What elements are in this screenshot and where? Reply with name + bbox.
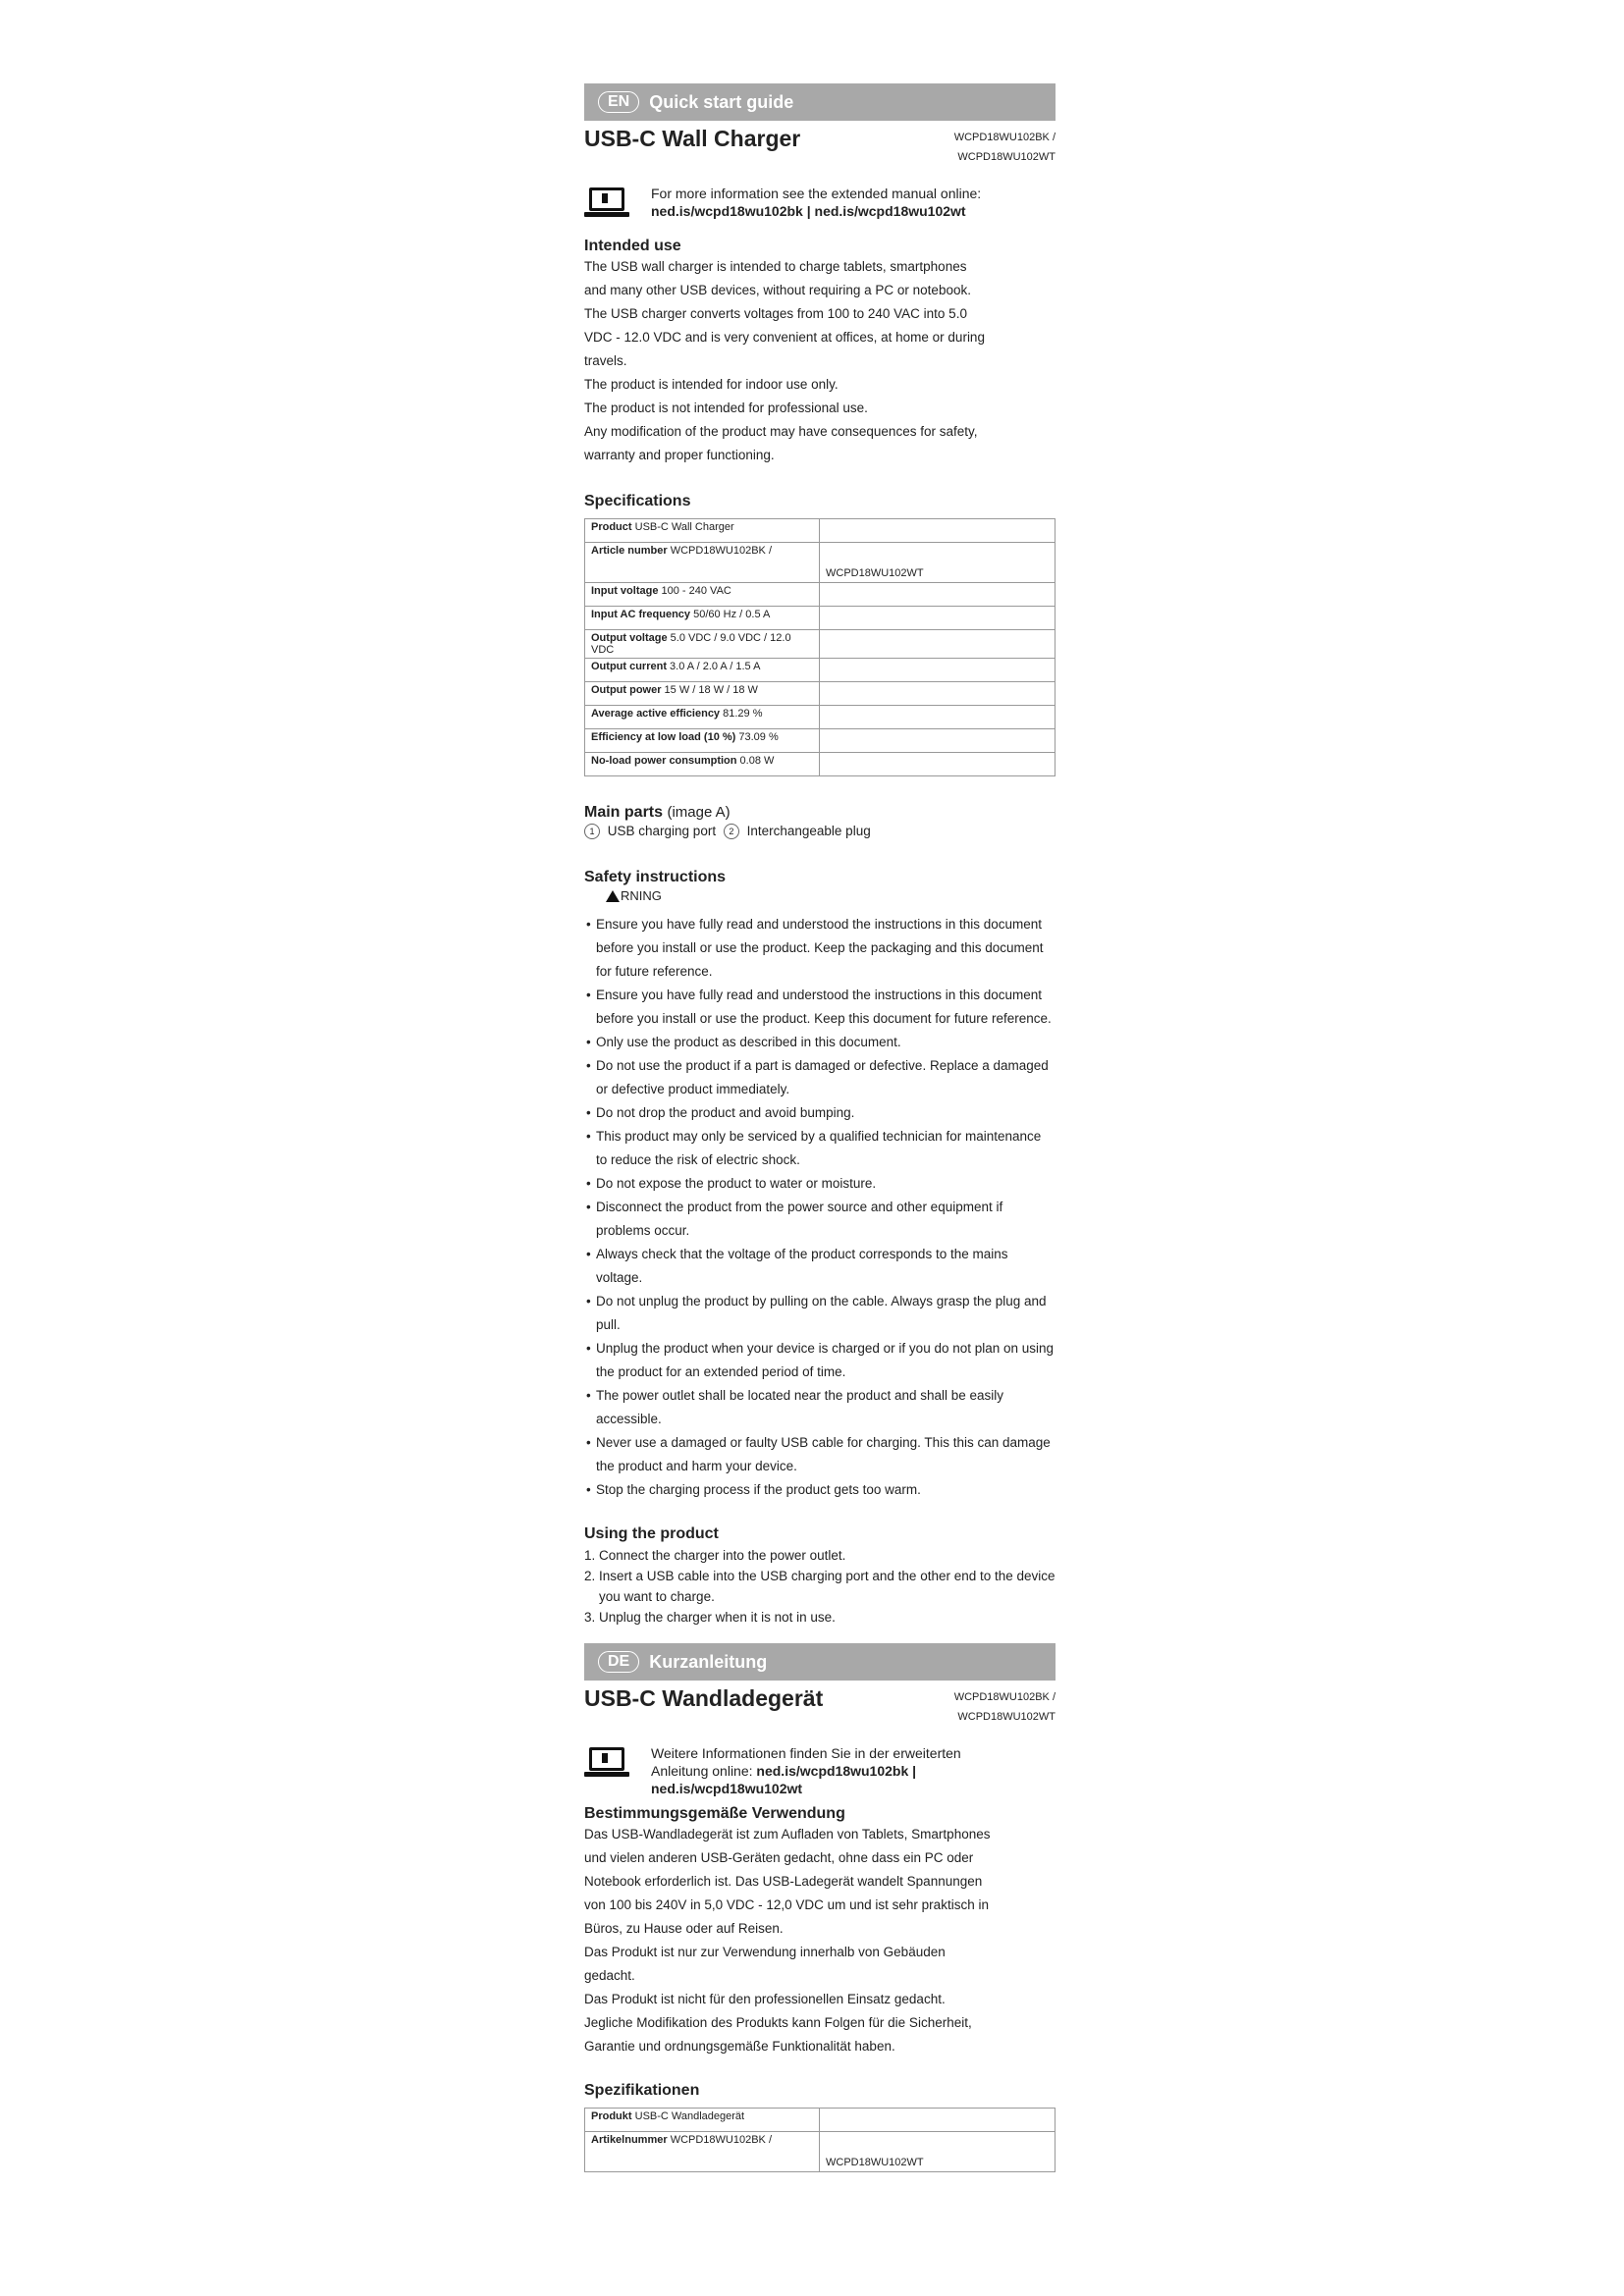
spec-label-cell [585,2109,820,2132]
spec-right-cell [820,519,1056,543]
de-info-block [584,1744,1056,1797]
en-parts-list [584,822,1056,841]
safety-item: • Do not expose the product to water or moisture. [584,1172,1056,1196]
safety-item: • Do not drop the product and avoid bumping. [584,1101,1056,1125]
spec-label: Produkt [591,2110,632,2122]
en-model-numbers [954,128,1056,167]
en-intended-line: VDC - 12.0 VDC and is very convenient at offices, at home or during [584,330,985,345]
spec-label-cell [585,682,820,706]
document-column [584,83,1056,2172]
safety-item: • Ensure you have fully read and understood the instructions in this document before you install or use the product. Keep the packaging and this document for future reference. [584,913,1056,984]
en-info-text [651,185,981,220]
en-parts-heading-row [584,804,1056,822]
safety-item: • Do not unplug the product by pulling on the cable. Always grasp the plug and pull. [584,1290,1056,1337]
de-info-line1: Weitere Informationen finden Sie in der erweiterten [651,1745,961,1761]
en-parts-suffix: (image A) [667,804,731,821]
en-intended-line: The product is intended for indoor use only. [584,377,839,392]
step-number: 3. [584,1610,596,1625]
spec-label: Output voltage [591,632,668,644]
spec-label: Input voltage [591,585,659,597]
en-intended-line: The product is not intended for professional use. [584,400,868,415]
spec-label-cell [585,659,820,682]
en-intended-line: and many other USB devices, without requiring a PC or notebook. [584,283,971,297]
en-model-2: WCPD18WU102WT [957,151,1056,163]
safety-item: • Disconnect the product from the power source and other equipment if problems occur. [584,1196,1056,1243]
de-spec-heading: Spezifikationen [584,2082,700,2099]
spec-label: Product [591,521,632,533]
spec-value: 81.29 % [720,708,763,720]
step-text: Unplug the charger when it is not in use. [599,1610,836,1625]
spec-right-cell [820,753,1056,776]
en-using-heading: Using the product [584,1525,719,1542]
de-intended-line: von 100 bis 240V in 5,0 VDC - 12,0 VDC um und ist sehr praktisch in [584,1897,989,1912]
step-item [584,1566,1056,1607]
de-intended-line: Das USB-Wandladegerät ist zum Aufladen von Tablets, Smartphones [584,1827,991,1842]
spec-right-cell [820,607,1056,630]
step-text: Insert a USB cable into the USB charging port and the other end to the device you want to charge. [599,1569,1056,1604]
en-info-block [584,185,1056,220]
spec-row [585,706,1056,729]
en-intended-line: travels. [584,353,627,368]
safety-item: • Only use the product as described in this document. [584,1031,1056,1054]
de-intended-line: Das Produkt ist nur zur Verwendung innerhalb von Gebäuden [584,1945,946,1959]
spec-label-cell [585,630,820,659]
spec-label: Output power [591,684,662,696]
laptop-info-icon [584,1747,629,1777]
spec-label: Output current [591,661,667,672]
step-item [584,1607,1056,1628]
spec-label-cell [585,2132,820,2172]
en-info-line1: For more information see the extended manual online: [651,186,982,201]
en-model-1: WCPD18WU102BK / [953,132,1056,143]
en-intended-heading: Intended use [584,238,681,254]
spec-right-cell [820,659,1056,682]
safety-item: • Ensure you have fully read and understood the instructions in this document before you install or use the product. Keep this document for future reference. [584,984,1056,1031]
spec-right-cell: WCPD18WU102WT [820,543,1056,583]
en-product-title: USB-C Wall Charger [584,126,801,151]
de-title-row [584,1683,1056,1727]
spec-right-cell: WCPD18WU102WT [820,2132,1056,2172]
safety-item: • Never use a damaged or faulty USB cable for charging. This this can damage the product and harm your device. [584,1431,1056,1478]
de-intended-line: gedacht. [584,1968,635,1983]
spec-value: WCPD18WU102BK / [667,545,773,557]
de-intended-line: Jegliche Modifikation des Produkts kann Folgen für die Sicherheit, [584,2015,972,2030]
en-header-label: Quick start guide [649,91,794,112]
spec-value: USB-C Wandladegerät [631,2110,745,2122]
de-intended-line: und vielen anderen USB-Geräten gedacht, ohne dass ein PC oder [584,1850,974,1865]
en-spec-table [584,518,1056,776]
spec-label: Article number [591,545,668,557]
lang-badge-de: DE [598,1651,639,1673]
spec-row [585,519,1056,543]
spec-right-cell [820,729,1056,753]
de-manual-link-bk[interactable]: ned.is/wcpd18wu102bk | [756,1763,917,1779]
spec-label-cell [585,706,820,729]
spec-label-cell [585,583,820,607]
spec-label-cell [585,519,820,543]
en-title-row [584,124,1056,167]
safety-item: • This product may only be serviced by a qualified technician for maintenance to reduce the risk of electric shock. [584,1125,1056,1172]
de-spec-table [584,2108,1056,2172]
spec-label: Artikelnummer [591,2134,668,2146]
de-intended-heading: Bestimmungsgemäße Verwendung [584,1805,845,1822]
safety-item: • Always check that the voltage of the product corresponds to the mains voltage. [584,1243,1056,1290]
en-intended-line: The USB charger converts voltages from 100 to 240 VAC into 5.0 [584,306,967,321]
de-manual-link-wt[interactable]: ned.is/wcpd18wu102wt [651,1781,803,1796]
de-intended-text [584,1823,1056,2058]
de-intended-line: Das Produkt ist nicht für den professionellen Einsatz gedacht. [584,1992,946,2006]
spec-row [585,543,1056,583]
spec-row [585,630,1056,659]
spec-value: 15 W / 18 W / 18 W [661,684,758,696]
step-text: Connect the charger into the power outlet. [599,1548,846,1563]
spec-label: Average active efficiency [591,708,721,720]
de-header-bar [584,1643,1056,1681]
de-info-line2: Anleitung online: [651,1763,753,1779]
step-number: 2. [584,1569,596,1583]
de-info-text [651,1744,961,1797]
spec-row [585,607,1056,630]
de-intended-line: Büros, zu Hause oder auf Reisen. [584,1921,784,1936]
spec-label: No-load power consumption [591,755,737,767]
spec-label-cell [585,607,820,630]
en-spec-heading: Specifications [584,493,691,509]
spec-value: 3.0 A / 2.0 A / 1.5 A [667,661,761,672]
spec-value: WCPD18WU102BK / [667,2134,773,2146]
spec-label: Input AC frequency [591,609,691,620]
spec-row [585,2109,1056,2132]
spec-value: 0.08 W [736,755,775,767]
de-product-title: USB-C Wandladegerät [584,1685,824,1711]
en-safety-heading: Safety instructions [584,869,727,885]
spec-row [585,2132,1056,2172]
part-number-1: 1 [584,824,600,839]
part-label-2: Interchangeable plug [746,824,871,838]
spec-right-cell [820,583,1056,607]
safety-item: • Stop the charging process if the product gets too warm. [584,1478,1056,1502]
en-parts-heading: Main parts [584,804,664,821]
en-intended-line: The USB wall charger is intended to charge tablets, smartphones [584,259,967,274]
spec-value: USB-C Wall Charger [631,521,734,533]
spec-right-cell [820,682,1056,706]
en-manual-links[interactable]: ned.is/wcpd18wu102bk | ned.is/wcpd18wu102wt [651,203,966,219]
warning-label [606,888,1056,903]
lang-badge-en: EN [598,91,639,113]
de-intended-line: Garantie und ordnungsgemäße Funktionalität haben. [584,2039,895,2054]
spec-label-cell [585,729,820,753]
spec-row [585,659,1056,682]
part-label-1: USB charging port [607,824,717,838]
spec-right-cell [820,2109,1056,2132]
spec-right-cell [820,706,1056,729]
de-intended-line: Notebook erforderlich ist. Das USB-Ladegerät wandelt Spannungen [584,1874,983,1889]
step-number: 1. [584,1548,596,1563]
de-model-2: WCPD18WU102WT [957,1711,1056,1723]
spec-label: Efficiency at low load (10 %) [591,731,736,743]
spec-row [585,682,1056,706]
en-safety-list [584,913,1056,1502]
spec-label-cell [585,753,820,776]
en-intended-line: warranty and proper functioning. [584,448,775,462]
spec-value: 5.0 VDC / 9.0 VDC / 12.0 VDC [591,632,791,656]
de-model-1: WCPD18WU102BK / [953,1691,1056,1703]
step-item [584,1545,1056,1566]
spec-value: 100 - 240 VAC [658,585,731,597]
spec-row [585,753,1056,776]
warning-text: RNING [621,888,662,903]
spec-row [585,729,1056,753]
spec-value: 73.09 % [735,731,779,743]
part-number-2: 2 [724,824,739,839]
spec-row [585,583,1056,607]
de-header-label: Kurzanleitung [649,1651,768,1672]
spec-value: 50/60 Hz / 0.5 A [690,609,771,620]
en-header-bar [584,83,1056,121]
de-model-numbers [954,1687,1056,1727]
spec-right-cell [820,630,1056,659]
safety-item: • Unplug the product when your device is charged or if you do not plan on using the product for an extended period of time. [584,1337,1056,1384]
warning-triangle-icon [606,890,620,902]
laptop-info-icon [584,187,629,217]
safety-item: • The power outlet shall be located near the product and shall be easily accessible. [584,1384,1056,1431]
en-steps-list [584,1545,1056,1628]
safety-item: • Do not use the product if a part is damaged or defective. Replace a damaged or defective product immediately. [584,1054,1056,1101]
en-intended-line: Any modification of the product may have consequences for safety, [584,424,978,439]
en-intended-text [584,255,1056,467]
spec-label-cell [585,543,820,583]
